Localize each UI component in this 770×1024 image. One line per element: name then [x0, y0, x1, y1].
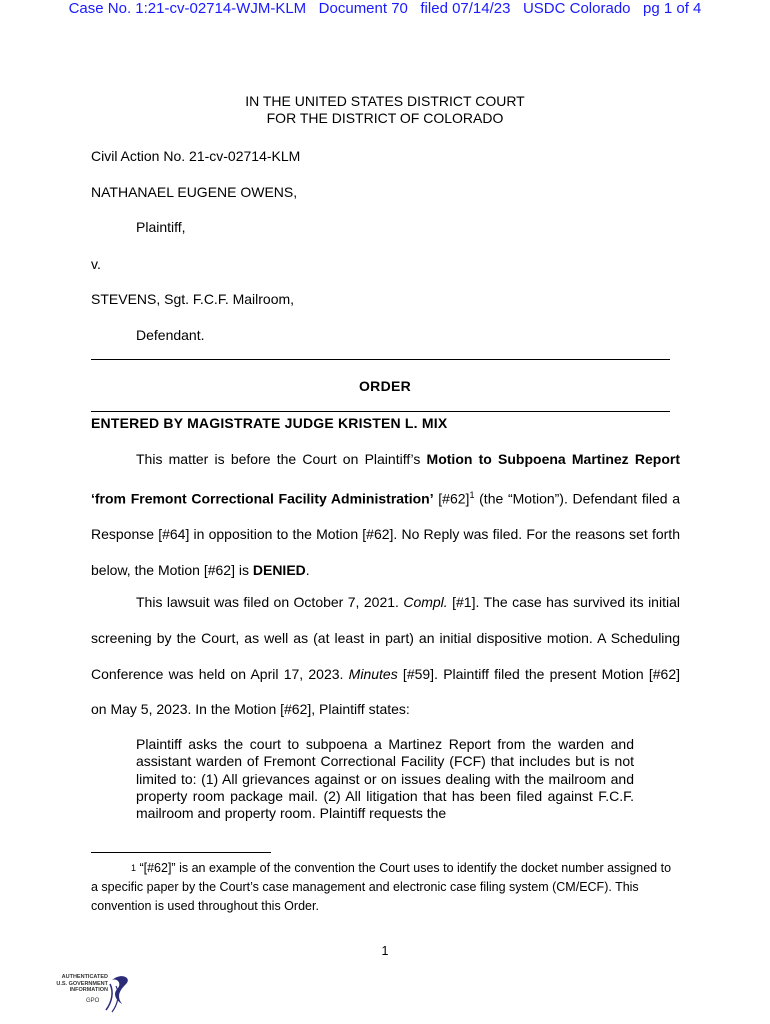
gpo-label: GPO: [86, 998, 100, 1004]
paragraph-2: [91, 585, 680, 728]
footnote-rule: [91, 852, 271, 853]
p2-text-3: [#59]. Plaintiff filed the present Motion [#62] on May 5, 2023. In the Motion [#62], Plaintiff states:: [91, 665, 680, 718]
plaintiff-name: NATHANAEL EUGENE OWENS,: [91, 184, 298, 200]
p2-text-2: [#1]. The case has survived its initial screening by the Court, as well as (at least in part) an initial dispositive motion. A Scheduling Conference was held on April 17, 2023.: [91, 594, 680, 682]
court-line-1: IN THE UNITED STATES DISTRICT COURT: [245, 93, 525, 109]
versus: v.: [91, 256, 101, 272]
defendant-role: Defendant.: [136, 327, 205, 343]
p1-text-4: .: [305, 562, 310, 579]
court-line-2: FOR THE DISTRICT OF COLORADO: [266, 110, 504, 126]
order-title: ORDER: [358, 378, 412, 394]
footnote: [91, 859, 680, 916]
footnote-ref: 1: [469, 489, 475, 500]
motion-title: Motion to Subpoena Martinez Report ‘from Fremont Correctional Facility Administration’: [91, 451, 680, 507]
docket-header: Case No. 1:21-cv-02714-WJM-KLM Document 70 filed 07/14/23 USDC Colorado pg 1 of 4: [68, 0, 702, 17]
p1-text-2: [#62]: [433, 490, 470, 507]
p1-text-3: (the “Motion”). Defendant filed a Response [#64] in opposition to the Motion [#62]. No Reply was filed. For the reasons set forth below, the Motion [#62] is: [91, 490, 680, 579]
gpo-line-3: INFORMATION: [69, 987, 108, 993]
denied-text: DENIED: [252, 562, 306, 579]
paragraph-1: [91, 442, 680, 589]
minutes-cite: Minutes: [348, 665, 398, 682]
block-quote: Plaintiff asks the court to subpoena a Martinez Report from the warden and assistant warden of Fremont Correctional Facility (FCF) that includes but is not limited to: (1) All grievances against or on issues dealing with the mailroom and property room package mail. (2) All litigation that has been filed against F.C.F. mailroom and property room. Plaintiff requests the: [136, 736, 634, 822]
footnote-text: “[#62]” is an example of the convention the Court uses to identify the docket number assigned to a specific paper by the Court’s case management and electronic case filing system (CM/ECF). This convention is used throughout this Order.: [91, 861, 672, 913]
page-number: 1: [381, 944, 389, 958]
order-rule: [91, 411, 670, 412]
caption-rule: [91, 359, 670, 360]
entered-by: ENTERED BY MAGISTRATE JUDGE KRISTEN L. MIX: [91, 415, 448, 431]
gpo-authentication-seal: [42, 970, 132, 1014]
gpo-line-1: AUTHENTICATED: [61, 974, 108, 980]
p2-text-1: This lawsuit was filed on October 7, 2021.: [136, 594, 404, 610]
civil-action-number: Civil Action No. 21-cv-02714-KLM: [91, 148, 301, 164]
gpo-line-2: U.S. GOVERNMENT: [56, 980, 108, 987]
plaintiff-role: Plaintiff,: [136, 219, 186, 235]
p1-text-1: This matter is before the Court on Plaintiff’s: [136, 451, 427, 467]
footnote-number: 1: [130, 863, 136, 873]
compl-cite: Compl.: [403, 594, 448, 610]
eagle-icon: [42, 970, 132, 1014]
defendant-name: STEVENS, Sgt. F.C.F. Mailroom,: [91, 291, 295, 307]
court-heading: [0, 93, 770, 127]
